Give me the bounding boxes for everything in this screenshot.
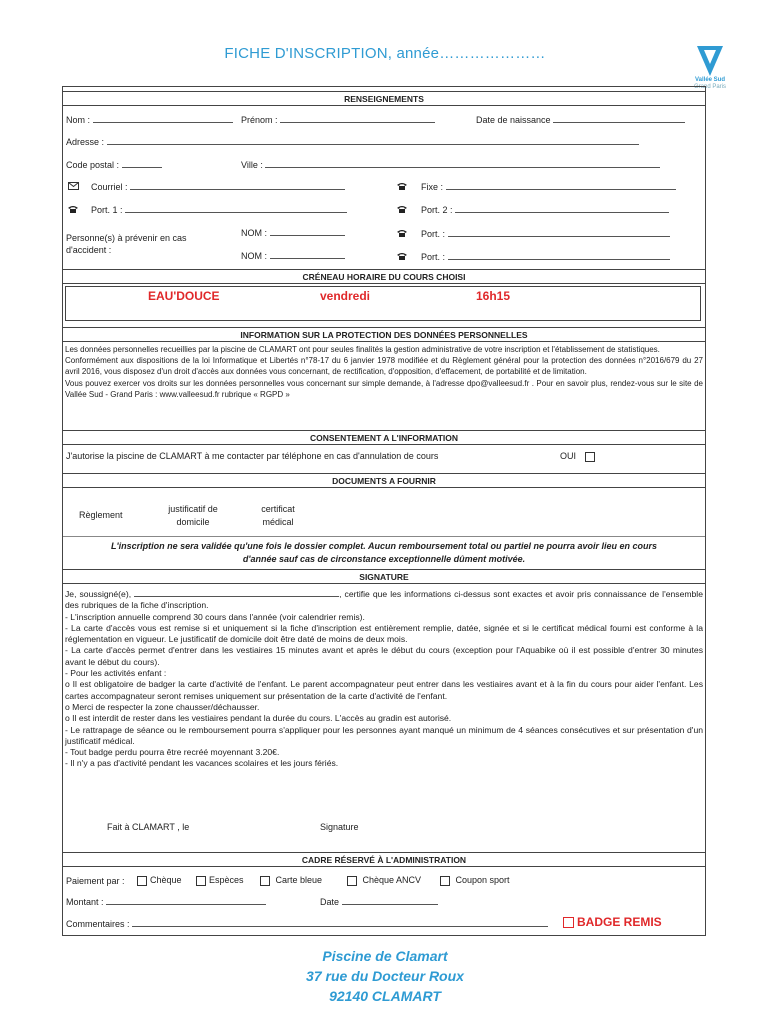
adresse-field[interactable] — [107, 136, 639, 145]
signature-rule-9: - Tout badge perdu pourra être recréé moyennant 3.20€. — [65, 747, 280, 758]
creneau-time: 16h15 — [476, 289, 511, 303]
port1-field[interactable] — [125, 204, 347, 213]
badge-remis-checkbox[interactable] — [563, 917, 574, 928]
doc-justificatif — [161, 503, 225, 529]
section-info-heading: INFORMATION SUR LA PROTECTION DES DONNÉES PERSONNELLES — [63, 327, 705, 342]
notice-line1: L'inscription ne sera validée qu'une fois le dossier complet. Aucun remboursement total ou partiel ne pourra avoir lieu en cours — [110, 541, 658, 551]
commentaires-field[interactable] — [132, 918, 548, 927]
phone-icon — [397, 205, 407, 213]
signature-rule-8: - Le rattrapage de séance ou le remboursement pourra s'appliquer pour les personnes ayant manqué un minimum de 4 séances consécutives et sur présentation d'un justificatif médical. — [65, 724, 703, 746]
footer-line-2: 37 rue du Docteur Roux — [306, 968, 464, 984]
section-creneau-heading: CRÉNEAU HORAIRE DU COURS CHOISI — [63, 269, 705, 284]
code-postal-label: Code postal : — [66, 160, 120, 170]
signature-rule-3: - La carte d'accès permet d'entrer dans les vestiaires 15 minutes avant et après le début du cours (exception pour l'Aquabike où il est possible d'entrer 30 minutes avant le début du cours). — [65, 645, 703, 667]
badge-remis-label: BADGE REMIS — [577, 915, 662, 929]
signature-rule-7: o Il est interdit de rester dans les vestiaires pendant la durée du cours. L'accès au gradin est autorisé. — [65, 713, 452, 724]
fait-a-label: Fait à CLAMART , le — [107, 822, 190, 832]
courriel-label: Courriel : — [91, 182, 128, 192]
paiement-label: Paiement par : — [66, 876, 125, 886]
coupon-sport-checkbox[interactable] — [440, 876, 450, 886]
signature-rule-1: - L'inscription annuelle comprend 30 cours dans l'année (voir calendrier remis). — [65, 611, 365, 622]
commentaires-label: Commentaires : — [66, 919, 130, 929]
section-documents-heading: DOCUMENTS A FOURNIR — [63, 473, 705, 488]
creneau-box[interactable] — [65, 286, 701, 321]
date-naissance-field[interactable] — [553, 114, 685, 123]
logo-subtext: Grand Paris — [693, 84, 726, 90]
adresse-label: Adresse : — [66, 137, 105, 147]
phone-icon — [397, 229, 407, 237]
port2-label: Port. 2 : — [421, 205, 453, 215]
footer-line-1: Piscine de Clamart — [322, 948, 448, 964]
nom-contact1-label: NOM : — [241, 228, 267, 238]
signature-intro-b: , certifie que les informations ci-dessus sont exactes et avoir pris connaissance de l'ensemble des rubriques de la fiche d'inscription. — [65, 589, 703, 611]
signature-label: Signature — [320, 822, 359, 832]
date-admin-field[interactable] — [342, 896, 438, 905]
ville-field[interactable] — [265, 159, 660, 168]
date-admin-label: Date — [320, 897, 340, 907]
coupon-sport-label: Coupon sport — [455, 875, 510, 885]
section-renseignements-heading: RENSEIGNEMENTS — [63, 91, 705, 106]
carte-bleue-checkbox[interactable] — [260, 876, 270, 886]
phone-icon — [68, 205, 78, 213]
fixe-label: Fixe : — [421, 182, 444, 192]
section-admin-heading: CADRE RÉSERVÉ À L'ADMINISTRATION — [63, 852, 705, 867]
especes-label: Espèces — [209, 875, 244, 885]
cheque-label: Chèque — [150, 875, 182, 885]
signature-rule-10: - Il n'y a pas d'activité pendant les vacances scolaires et les jours fériés. — [65, 758, 339, 769]
oui-checkbox[interactable] — [585, 452, 595, 462]
cheque-ancv-label: Chèque ANCV — [362, 875, 422, 885]
doc-certificat-line1: certificat — [261, 504, 295, 514]
nom-contact2-field[interactable] — [270, 250, 345, 259]
signature-rule-4: - Pour les activités enfant : — [65, 668, 167, 679]
creneau-day: vendredi — [320, 289, 371, 303]
personnes-prevenir-label: Personne(s) à prévenir en cas d'accident : — [66, 233, 187, 255]
signature-rule-2: - La carte d'accès vous est remise si et uniquement si la fiche d'inscription est entièrement remplie, datée, signée et si le certificat médical fourni est conforme à la réglementation en vigueur. Le justificatif de domicile doit être daté de moins de deux mois. — [65, 622, 703, 645]
footer-line-3: 92140 CLAMART — [329, 988, 441, 1004]
oui-label: OUI — [560, 451, 577, 461]
nom-field[interactable] — [93, 114, 233, 123]
info-paragraph-2: Conformément aux dispositions de la loi Informatique et Libertés n°78-17 du 6 janvier 1978 modifiée et du Règlement général pour la protection des données n°2016/679 du 27 avril 2016, vous disposez d'un droit d'accès aux données vous concernant, de rectification, d'opposition, d'effacement, de portabilité et de limitation. — [65, 356, 703, 377]
ville-label: Ville : — [241, 160, 263, 170]
doc-certificat — [246, 503, 310, 529]
envelope-icon — [68, 182, 79, 190]
doc-certificat-line2: médical — [262, 517, 294, 527]
footer-address — [0, 946, 770, 1006]
creneau-activity: EAU'DOUCE — [148, 289, 220, 303]
inscription-notice — [63, 540, 705, 566]
date-naissance-label: Date de naissance — [476, 115, 551, 125]
port-contact1-field[interactable] — [448, 228, 670, 237]
page-title: FICHE D'INSCRIPTION, année………………… — [224, 45, 546, 62]
phone-icon — [397, 252, 407, 260]
section-signature-heading: SIGNATURE — [63, 569, 705, 584]
phone-icon — [397, 182, 407, 190]
section-consent-heading: CONSENTEMENT A L'INFORMATION — [63, 430, 705, 445]
signature-rule-5: o Il est obligatoire de badger la carte d'activité de l'enfant. Le parent accompagnateur peut entrer dans les vestiaires avant et à la fin du cours pour aider l'enfant. Les cartes accompagnateur seront remises uniquement sur présentation de la carte d'activité de l'enfant. — [65, 679, 703, 701]
prenom-label: Prénom : — [241, 115, 278, 125]
montant-field[interactable] — [106, 896, 266, 905]
cheque-ancv-checkbox[interactable] — [347, 876, 357, 886]
signature-intro-a: Je, soussigné(e), — [65, 589, 132, 599]
signature-text — [65, 588, 703, 770]
doc-reglement: Règlement — [79, 510, 123, 520]
nom-label: Nom : — [66, 115, 91, 125]
signature-rule-6: o Merci de respecter la zone chausser/déchausser. — [65, 701, 260, 712]
fixe-field[interactable] — [446, 181, 676, 190]
info-paragraph-1: Les données personnelles recueillies par la piscine de CLAMART ont pour seules finalités la gestion administrative de votre inscription et l'établissement de statistiques. — [65, 345, 660, 354]
courriel-field[interactable] — [130, 181, 345, 190]
prenom-field[interactable] — [280, 114, 435, 123]
cheque-checkbox[interactable] — [137, 876, 147, 886]
nom-contact2-label: NOM : — [241, 251, 267, 261]
info-paragraph-3: Vous pouvez exercer vos droits sur les données personnelles vous concernant sur simple demande, à l'adresse dpo@valleesud.fr . Pour en savoir plus, rendez-vous sur le site de Vallée Sud - Grand Paris : www.valleesud.fr rubrique « RGPD » — [65, 378, 703, 399]
logo-v-icon — [684, 44, 736, 78]
info-text — [65, 344, 703, 400]
port-contact2-field[interactable] — [448, 251, 670, 260]
especes-checkbox[interactable] — [196, 876, 206, 886]
port1-label: Port. 1 : — [91, 205, 123, 215]
port-contact2-label: Port. : — [421, 252, 446, 262]
doc-justificatif-line1: justificatif de — [168, 504, 218, 514]
vallee-sud-logo — [684, 44, 736, 92]
port2-field[interactable] — [455, 204, 669, 213]
port-contact1-label: Port. : — [421, 229, 446, 239]
registration-form — [62, 86, 706, 936]
consent-text: J'autorise la piscine de CLAMART à me contacter par téléphone en cas d'annulation de cours — [66, 451, 439, 461]
logo-text: Vallée Sud — [694, 77, 725, 83]
code-postal-field[interactable] — [122, 159, 162, 168]
doc-justificatif-line2: domicile — [176, 517, 210, 527]
nom-contact1-field[interactable] — [270, 227, 345, 236]
soussigne-field[interactable] — [134, 588, 339, 597]
notice-line2: d'année sauf cas de circonstance exceptionnelle dûment motivée. — [242, 554, 526, 564]
carte-bleue-label: Carte bleue — [275, 875, 323, 885]
montant-label: Montant : — [66, 897, 104, 907]
